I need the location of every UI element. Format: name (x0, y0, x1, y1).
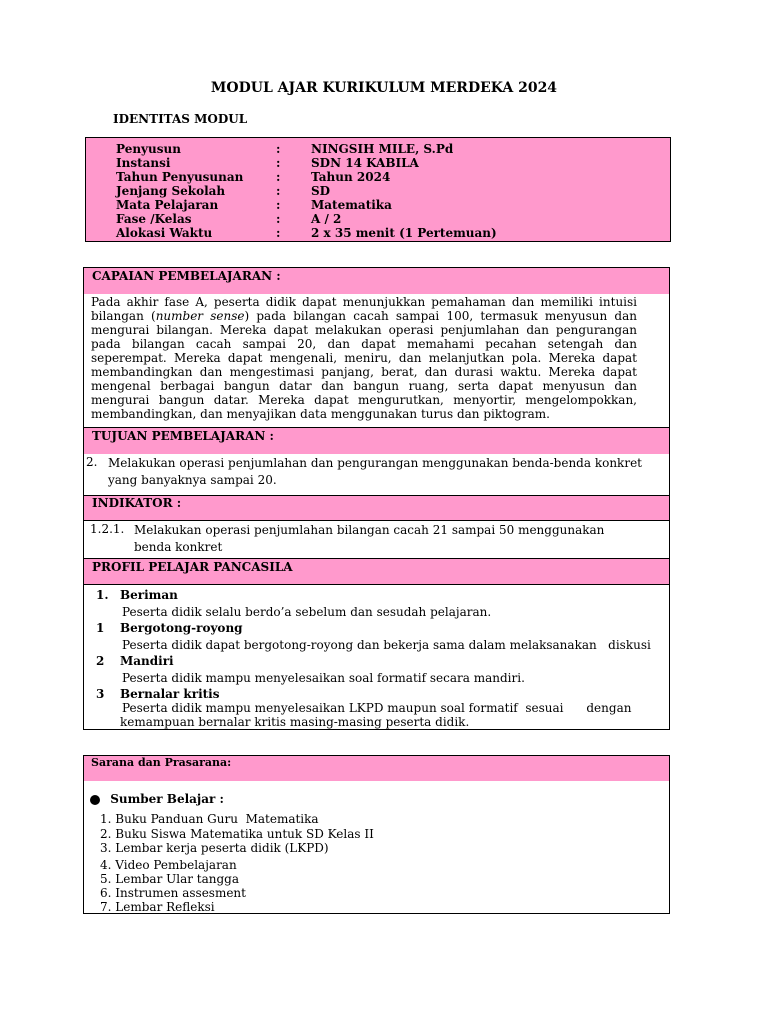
sumber-belajar-label (90, 792, 224, 806)
sarana-section (83, 755, 670, 914)
identitas-label: Mata Pelajaran (116, 198, 219, 212)
profil-item-title: Beriman (120, 588, 178, 602)
identitas-colon: : (276, 142, 281, 156)
sarana-heading-text: Sarana dan Prasarana: (91, 756, 232, 769)
identitas-table (85, 137, 671, 242)
sumber-item-num: 7. (100, 900, 112, 914)
sumber-item-text: Instrumen assesment (115, 886, 246, 900)
sumber-item (100, 812, 319, 826)
sumber-item-num: 4. (100, 858, 112, 872)
identitas-label: Instansi (116, 156, 171, 170)
identitas-value: Tahun 2024 (311, 170, 391, 184)
profil-heading (84, 558, 669, 585)
identitas-colon: : (276, 226, 281, 240)
sumber-item-text: Buku Siswa Matematika untuk SD Kelas II (115, 827, 374, 841)
capaian-text-italic: number sense (155, 309, 245, 323)
sumber-item (100, 886, 246, 900)
capaian-text-1: Pada akhir fase A, peserta didik dapat menunjukkan pemahaman dan memiliki intuisi bilangan ( (91, 295, 637, 323)
sumber-item-text: Buku Panduan Guru Matematika (115, 812, 319, 826)
profil-item-desc: Peserta didik mampu menyelesaikan soal formatif secara mandiri. (122, 671, 525, 685)
identitas-label: Tahun Penyusunan (116, 170, 244, 184)
profil-item-num: 2 (96, 654, 105, 668)
identitas-value: Matematika (311, 198, 392, 212)
sumber-item-num: 5. (100, 872, 112, 886)
profil-item-num: 3 (96, 687, 105, 701)
sumber-item (100, 827, 374, 841)
profil-item-title: Bergotong-royong (120, 621, 243, 635)
profil-item-title: Bernalar kritis (120, 687, 220, 701)
capaian-text (91, 295, 637, 421)
indikator-heading (84, 495, 669, 521)
identitas-colon: : (276, 170, 281, 184)
tujuan-number: 2. (86, 455, 98, 469)
sumber-item (100, 900, 215, 914)
sumber-item (100, 841, 329, 855)
sumber-item-num: 3. (100, 841, 112, 855)
sumber-item-num: 1. (100, 812, 112, 826)
capaian-text-2: ) pada bilangan cacah sampai 100, termasuk menyusun dan mengurai bilangan. Mereka dapat melakukan operasi penjumlahan dan pengurangan pada bilangan cacah sampai 20, dan dapat memahami pecahan setengah dan seperempat. Mereka dapat mengenali, meniru, dan melanjutkan pola. Mereka dapat membandingkan dan mengestimasi panjang, berat, dan durasi waktu. Mereka dapat mengenal berbagai bangun datar dan bangun ruang, serta dapat menyusun dan mengurai bangun datar. Mereka dapat mengurutkan, menyortir, mengelompokkan, membandingkan, dan menyajikan data menggunakan turus dan piktogram. (91, 309, 637, 421)
tujuan-heading (84, 427, 669, 454)
capaian-heading (84, 268, 669, 294)
sumber-item-text: Lembar Ular tangga (115, 872, 239, 886)
sumber-item-text: Video Pembelajaran (115, 858, 237, 872)
profil-item-desc: Peserta didik dapat bergotong-royong dan bekerja sama dalam melaksanakan diskusi (122, 638, 651, 652)
identitas-colon: : (276, 212, 281, 226)
sumber-item (100, 872, 239, 886)
sumber-item-text: Lembar kerja peserta didik (LKPD) (115, 841, 329, 855)
bullet-icon (90, 795, 100, 805)
identitas-heading: IDENTITAS MODUL (113, 112, 248, 126)
sumber-item-num: 6. (100, 886, 112, 900)
tujuan-text: Melakukan operasi penjumlahan dan pengurangan menggunakan benda-benda konkret yang banyaknya sampai 20. (108, 456, 642, 487)
profil-item-num: 1 (96, 621, 105, 635)
indikator-heading-text: INDIKATOR : (92, 496, 182, 510)
sumber-item-num: 2. (100, 827, 112, 841)
capaian-heading-text: CAPAIAN PEMBELAJARAN : (92, 269, 281, 283)
profil-heading-text: PROFIL PELAJAR PANCASILA (92, 560, 293, 574)
identitas-label: Fase /Kelas (116, 212, 192, 226)
profil-item-desc: Peserta didik selalu berdo’a sebelum dan sesudah pelajaran. (122, 605, 492, 619)
identitas-value: SD (311, 184, 331, 198)
identitas-value: SDN 14 KABILA (311, 156, 419, 170)
indikator-number: 1.2.1. (90, 522, 125, 536)
identitas-colon: : (276, 184, 281, 198)
tujuan-item (84, 454, 669, 495)
identitas-label: Alokasi Waktu (116, 226, 213, 240)
page-title: MODUL AJAR KURIKULUM MERDEKA 2024 (210, 80, 558, 96)
identitas-value: NINGSIH MILE, S.Pd (311, 142, 454, 156)
profil-item-title: Mandiri (120, 654, 174, 668)
indikator-text: Melakukan operasi penjumlahan bilangan cacah 21 sampai 50 menggunakan benda konkret (134, 523, 605, 554)
identitas-colon: : (276, 156, 281, 170)
sumber-item (100, 858, 237, 872)
identitas-value: 2 x 35 menit (1 Pertemuan) (311, 226, 497, 240)
profil-item-num: 1. (96, 588, 109, 602)
identitas-colon: : (276, 198, 281, 212)
indikator-item (84, 521, 669, 558)
sarana-heading (84, 756, 669, 781)
tujuan-heading-text: TUJUAN PEMBELAJARAN : (92, 429, 274, 443)
sumber-belajar-text: Sumber Belajar : (110, 792, 224, 806)
profil-item-desc: kemampuan bernalar kritis masing-masing peserta didik. (120, 715, 470, 729)
sumber-item-text: Lembar Refleksi (115, 900, 215, 914)
identitas-label: Jenjang Sekolah (116, 184, 226, 198)
identitas-value: A / 2 (311, 212, 342, 226)
identitas-label: Penyusun (116, 142, 181, 156)
capaian-section (83, 267, 670, 730)
profil-item-desc: Peserta didik mampu menyelesaikan LKPD maupun soal formatif sesuai dengan (122, 701, 632, 715)
